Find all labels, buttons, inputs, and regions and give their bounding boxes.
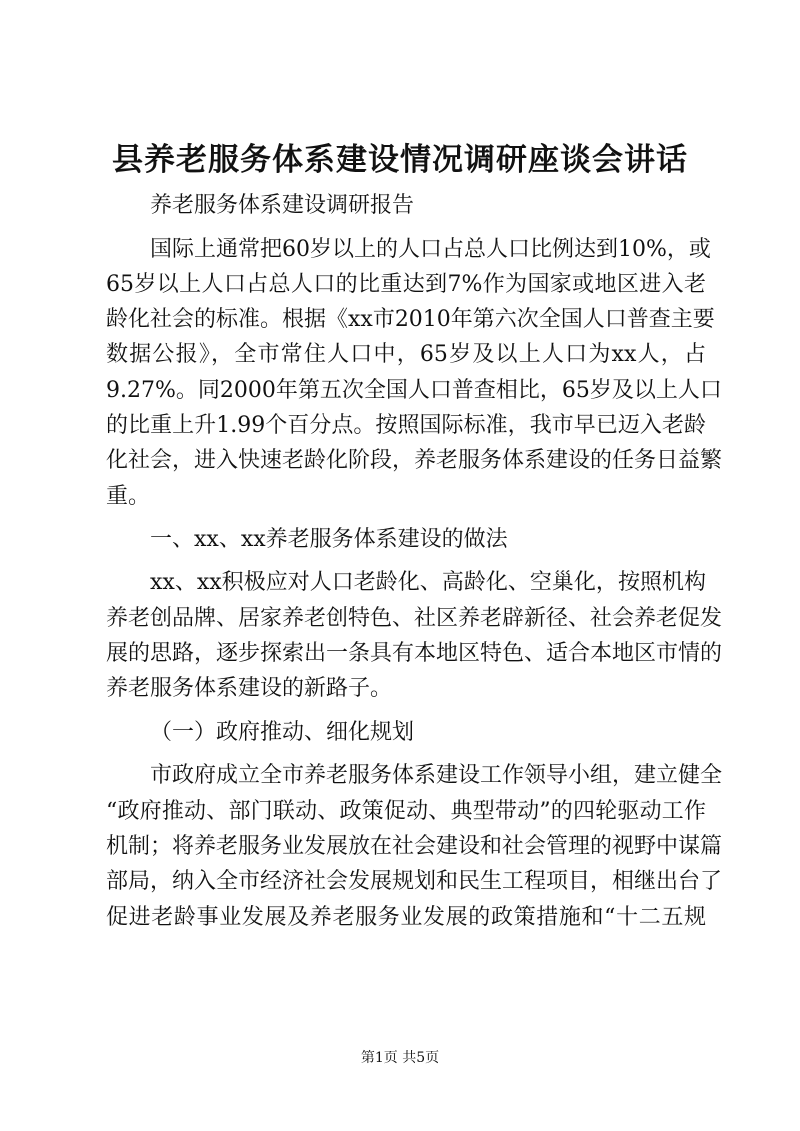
section-heading: 一、xx、xx养老服务体系建设的做法: [150, 527, 508, 552]
body-line: 数据公报》，全市常住人口中，65岁及以上人口为xx人，占: [106, 342, 706, 367]
subsection-heading: （一）政府推动、细化规划: [150, 720, 415, 745]
body-line: 养老创品牌、居家养老创特色、社区养老辟新径、社会养老促发: [106, 606, 723, 631]
body-line: 国际上通常把60岁以上的人口占总人口比例达到10%，或: [150, 237, 711, 262]
body-line: 部局，纳入全市经济社会发展规划和民生工程项目，相继出台了: [106, 869, 723, 894]
body-line: 9.27%。同2000年第五次全国人口普查相比，65岁及以上人口: [106, 378, 722, 403]
body-line: 的比重上升1.99个百分点。按照国际标准，我市早已迈入老龄: [106, 413, 706, 438]
body-line: 促进老龄事业发展及养老服务业发展的政策措施和“十二五规: [106, 905, 706, 930]
body-line: 养老服务体系建设的新路子。: [106, 676, 393, 701]
body-line: 重。: [106, 484, 151, 509]
subtitle-line: 养老服务体系建设调研报告: [150, 193, 415, 218]
body-line: 65岁以上人口占总人口的比重达到7%作为国家或地区进入老: [106, 272, 706, 297]
page-number: 第1页 共5页: [360, 1050, 440, 1066]
body-line: 龄化社会的标准。根据《xx市2010年第六次全国人口普查主要: [106, 307, 715, 332]
body-line: 化社会，进入快速老龄化阶段，养老服务体系建设的任务日益繁: [106, 448, 723, 473]
body-line: 机制；将养老服务业发展放在社会建设和社会管理的视野中谋篇: [106, 834, 723, 859]
body-line: 市政府成立全市养老服务体系建设工作领导小组，建立健全: [150, 763, 723, 788]
body-line: “政府推动、部门联动、政策促动、典型带动”的四轮驱动工作: [106, 799, 706, 824]
body-line: 展的思路，逐步探索出一条具有本地区特色、适合本地区市情的: [106, 641, 723, 666]
body-line: xx、xx积极应对人口老龄化、高龄化、空巢化，按照机构: [150, 570, 706, 595]
document-title: 县养老服务体系建设情况调研座谈会讲话: [112, 142, 688, 178]
